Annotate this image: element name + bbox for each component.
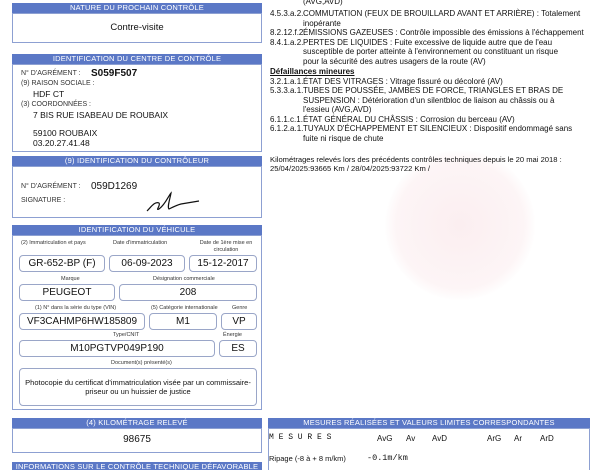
vehicle-header: IDENTIFICATION DU VÉHICULE [12,225,262,235]
ripage-label: Ripage (-8 à + 8 m/km) [269,454,346,463]
col-avd: AvD [432,434,447,443]
vehicle-panel [12,235,262,410]
center-phone: 03.20.27.41.48 [33,138,90,148]
vin-value: VF3CAHMP6HW185809 [19,313,145,330]
controller-agrement-label: N° D'AGRÉMENT : [21,183,81,190]
center-header: IDENTIFICATION DU CENTRE DE CONTRÔLE [12,54,262,64]
marque-label: Marque [61,276,80,282]
unfavorable-info-header: INFORMATIONS SUR LE CONTRÔLE TECHNIQUE DÉFAVORABLE [12,462,262,470]
controller-agrement-value: 059D1269 [91,181,138,192]
history-line-1: Kilométrages relevés lors des précédents contrôles techniques depuis le 20 mai 2018 : [270,155,562,164]
defects-item [270,28,584,38]
center-address: 7 BIS RUE ISABEAU DE ROUBAIX [33,110,169,120]
center-city: 59100 ROUBAIX [33,128,98,138]
measures-header: MESURES RÉALISÉES ET VALEURS LIMITES CORRESPONDANTES [268,418,590,428]
col-ar: Ar [514,434,522,443]
center-panel [12,64,262,152]
controller-panel [12,166,262,218]
minor-continuation: l'essieu (AVG,AVD) [303,105,372,114]
km-value: 98675 [123,434,151,445]
energie-value: ES [219,340,257,357]
center-agrement-label: N° D'AGRÉMENT : [21,70,81,77]
minor-code: 6.1.1.c.1. [270,114,303,124]
minor-text: TUBES DE POUSSÉE, JAMBES DE FORCE, TRIANGLES ET BRAS DE [303,86,564,95]
defect-fragment: (AVG,AVD) [303,0,343,6]
minor-item [270,124,572,134]
designation-value: 208 [119,284,257,301]
first-registration-value: 15-12-2017 [189,255,257,272]
defects-text: PERTES DE LIQUIDES : Fuite excessive de liquide autre que de l'eau [303,37,553,47]
minor-code: 3.2.1.a.1. [270,76,304,86]
designation-label: Désignation commerciale [153,276,215,282]
minor-code: 5.3.3.a.1. [270,86,304,95]
minor-continuation: SUSPENSION : Détérioration d'un silentbloc de liaison au châssis ou à [303,95,555,105]
minor-item [270,115,515,125]
ripage-value: -0.1m/km [367,453,408,463]
docs-label: Document(s) présenté(s) [111,360,172,366]
defects-text: COMMUTATION (FEUX DE BROUILLARD AVANT ET ARRIÈRE) : Totalement [303,9,581,18]
category-label: (5) Catégorie internationale [151,305,218,311]
next-control-panel [12,13,262,43]
col-avg: AvG [377,434,393,443]
docs-value: Photocopie du certificat d'immatriculation visée par un commissaire-priseur ou un huissier de justice [19,368,257,406]
defects-code: 8.2.12.f.2. [270,28,306,37]
immat-value: GR-652-BP (F) [19,255,105,272]
defects-item [270,9,580,19]
defects-continuation: inopérante [303,18,341,28]
next-control-header: NATURE DU PROCHAIN CONTRÔLE [12,3,262,13]
center-raison-value: HDF CT [33,89,65,99]
controller-signature-label: SIGNATURE : [21,197,66,204]
defects-item [270,38,552,48]
immat-label: (2) Immatriculation et pays [21,240,86,246]
controller-header: (9) IDENTIFICATION DU CONTRÔLEUR [12,156,262,166]
km-panel [12,428,262,453]
first-registration-label: Date de 1ère mise en circulation [199,240,253,253]
minor-text: ÉTAT GÉNÉRAL DU CHÂSSIS : Corrosion du berceau (AV) [303,114,515,124]
minor-header: Défaillances mineures [270,67,355,76]
defects-code: 4.5.3.a.2. [270,9,304,18]
col-av: Av [406,434,416,443]
defects-text: ÉMISSIONS GAZEUSES : Contrôle impossible des émissions à l'échappement [303,28,584,37]
km-header: (4) KILOMÉTRAGE RELEVÉ [12,418,262,428]
center-agrement-value: S059F507 [91,68,138,79]
type-label: Type/CNIT [113,332,140,338]
vin-label: (1) N° dans la série du type (VIN) [35,305,117,311]
center-raison-label: (9) RAISON SOCIALE : [21,80,95,87]
minor-code: 6.1.2.a.1. [270,124,304,133]
defects-continuation: pour la sécurité des autres usagers de la route (AV) [303,56,486,66]
type-value: M10PGTVP049P190 [19,340,215,357]
measures-title: M E S U R E S [269,433,332,442]
history-line-2: 25/04/2025:93665 Km / 28/04/2025:93722 Km / [270,164,431,173]
measures-panel [268,428,590,470]
energie-label: Énergie [223,332,242,338]
minor-continuation: fuite ni risque de chute [303,133,384,143]
center-coord-label: (3) COORDONNÉES : [21,101,92,108]
col-arg: ArG [487,434,502,443]
next-control-value: Contre-visite [110,22,164,33]
defects-continuation: susceptible de porter atteinte à l'environnement ou constituant un risque [303,47,559,56]
marque-value: PEUGEOT [19,284,115,301]
col-ard: ArD [540,434,554,443]
category-value: M1 [149,313,217,330]
genre-label: Genre [232,305,248,311]
defects-code: 8.4.1.a.2. [270,37,304,47]
date-value: 06-09-2023 [109,255,185,272]
minor-text: TUYAUX D'ÉCHAPPEMENT ET SILENCIEUX : Dispositif endommagé sans [303,124,573,133]
minor-item [270,77,503,87]
genre-value: VP [221,313,257,330]
date-label: Date d'immatriculation [113,240,168,246]
minor-item [270,86,563,96]
signature-image [143,189,203,215]
minor-text: ÉTAT DES VITRAGES : Vitrage fissuré ou décoloré (AV) [303,76,503,86]
